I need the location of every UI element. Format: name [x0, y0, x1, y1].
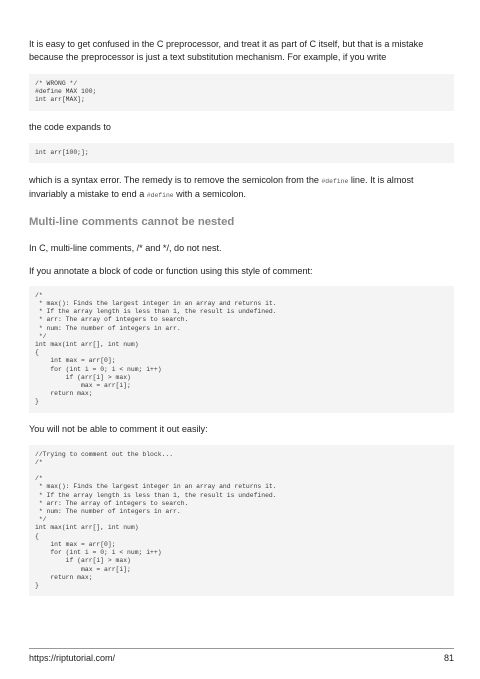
code-block-expanded: int arr[100;]; [29, 143, 454, 163]
remedy-text-2: line. It is almost invariably a mistake to end a [29, 174, 414, 199]
comment-out-paragraph: You will not be able to comment it out easily: [29, 423, 208, 434]
page-footer [29, 648, 454, 663]
page-content [29, 38, 454, 596]
code-block-wrong-define: /* WRONG */ #define MAX 100; int arr[MAX]; [29, 74, 454, 111]
section-heading: Multi-line comments cannot be nested [29, 215, 235, 228]
remedy-paragraph [29, 174, 454, 202]
inline-code-define-2: #define [146, 191, 174, 199]
remedy-text-3: with a semicolon. [173, 188, 246, 199]
inline-code-define: #define [321, 177, 349, 185]
expands-paragraph: the code expands to [29, 121, 111, 132]
code-block-commented: //Trying to comment out the block... /* /* * max(): Finds the largest integer in an array and returns it. * If the array length is less than 1, the result is undefined. * arr: The array of integers to search. * num: The number of integers in arr. */ int max(int arr[], int num) { int max = arr[0]; for (int i = 0; i < num; i++) if (arr[i] > max) max = arr[i]; return max; } [29, 445, 454, 596]
annotate-paragraph: If you annotate a block of code or function using this style of comment: [29, 265, 313, 276]
remedy-text-1: which is a syntax error. The remedy is to remove the semicolon from the [29, 174, 322, 185]
nest-paragraph: In C, multi-line comments, /* and */, do not nest. [29, 242, 222, 253]
code-block-max-function: /* * max(): Finds the largest integer in an array and returns it. * If the array length is less than 1, the result is undefined. * arr: The array of integers to search. * num: The number of integers in arr. */ int max(int arr[], int num) { int max = arr[0]; for (int i = 0; i < num; i++) if (arr[i] > max) max = arr[i]; return max; } [29, 286, 454, 413]
footer-url[interactable]: https://riptutorial.com/ [29, 653, 116, 663]
intro-paragraph: It is easy to get confused in the C preprocessor, and treat it as part of C itself, but that is a mistake because the preprocessor is just a text substitution mechanism. For example, if you write [29, 39, 424, 62]
page-number: 81 [443, 653, 454, 663]
